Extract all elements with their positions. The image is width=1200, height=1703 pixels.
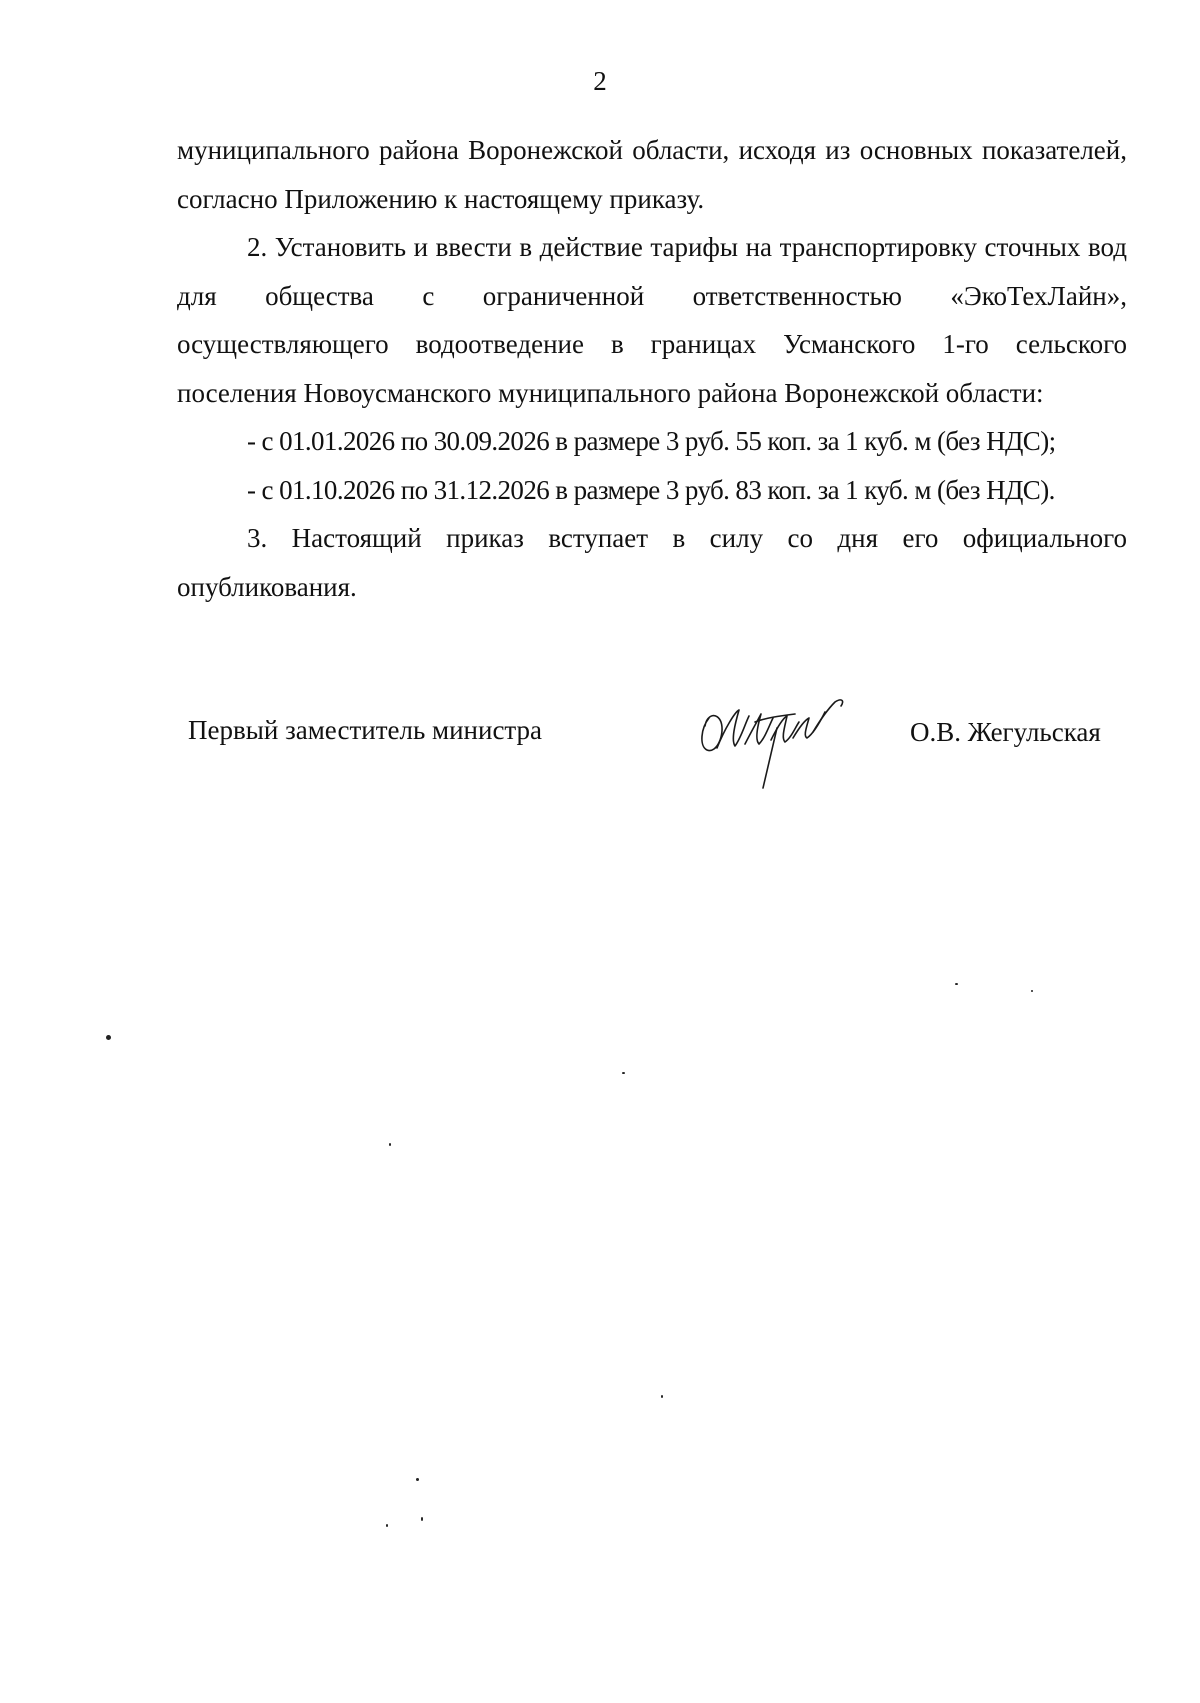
document-body [177,126,1127,611]
scan-speck [421,1517,423,1521]
handwritten-signature [695,688,855,798]
scan-speck [661,1395,663,1398]
paragraph-item-3: 3. Настоящий приказ вступает в силу со дня его официального опубликования. [177,523,1127,602]
paragraph-continuation: муниципального района Воронежской области, исходя из основных показателей, согласно Приложению к настоящему приказу. [177,135,1127,214]
tariff-line-2: - с 01.10.2026 по 31.12.2026 в размере 3 руб. 83 коп. за 1 куб. м (без НДС). [247,474,1055,505]
paragraph-item-2: 2. Установить и ввести в действие тарифы на транспортировку сточных вод для общества с ограниченной ответственностью «ЭкоТехЛайн», осуществляющего водоотведение в границах Усманского 1-го сельского поселения Новоусманского муниципального района Воронежской области: [177,232,1127,408]
tariff-line-1: - с 01.01.2026 по 30.09.2026 в размере 3 руб. 55 коп. за 1 куб. м (без НДС); [247,426,1056,456]
page-number: 2 [593,66,607,96]
signatory-position: Первый заместитель министра [188,715,543,745]
scan-speck [106,1035,111,1040]
scan-speck [416,1478,419,1481]
scan-speck [389,1143,391,1146]
scan-speck [386,1524,388,1527]
scan-speck [955,983,958,985]
signatory-name: О.В. Жегульская [910,717,1101,747]
scan-speck [622,1072,625,1074]
scan-speck [1031,990,1033,992]
